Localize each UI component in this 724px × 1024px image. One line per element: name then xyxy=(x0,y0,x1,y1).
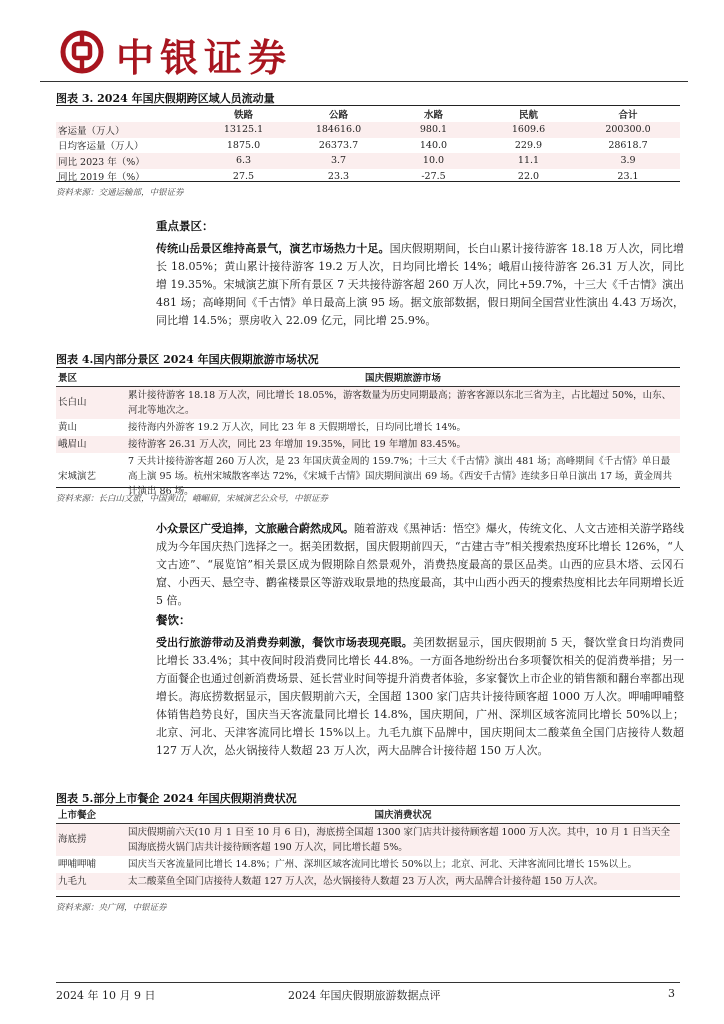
table-row xyxy=(56,419,680,436)
figure5-title: 图表 5.部分上市餐企 2024 年国庆假期消费状况 xyxy=(56,792,297,805)
table-cell: 6.3 xyxy=(196,153,291,169)
paragraph-scenic xyxy=(156,240,684,330)
table-cell: 7 天共计接待游客超 260 万人次，是 23 年国庆黄金周的 159.7%；十三大《千古情》演出 481 场；高峰期间《千古情》单日最高上演 95 场。杭州宋城散客率达 72%，《宋城千古情》国庆期间演出 69 场。《西安千古情》连续多日单日演出 17 场，黄金周共计演出 86 场。 xyxy=(128,455,673,497)
section-heading-scenic: 重点景区： xyxy=(156,219,214,233)
figure3-title: 图表 3. 2024 年国庆假期跨区域人员流动量 xyxy=(56,92,275,105)
figure5-table xyxy=(56,806,680,890)
footer-rule xyxy=(56,982,680,983)
table-cell: 28618.7 xyxy=(608,139,648,151)
paragraph-body: 随着游戏《黑神话：悟空》爆火，传统文化、人文古迹相关游学路线成为今年国庆热门选择之一。据美团数据，国庆假期前四天，“古建古寺”相关搜索热度环比增长 126%，“人文古迹”、“展览馆”相关景区成为假期除自然景观外，消费热度最高的景区品类。山西的应县木塔、云冈石窟、小西天、悬空寺、鹳雀楼景区等游戏取景地的热度最高，其中山西小西天的搜索热度相比去年同期增长近 5 倍。 xyxy=(156,522,684,607)
paragraph-catering xyxy=(156,634,684,760)
table-cell: 13125.1 xyxy=(196,122,291,138)
table-cell: 140.0 xyxy=(419,139,448,151)
figure5-source: 资料来源：央广网，中银证券 xyxy=(56,903,167,913)
table-cell: 26373.7 xyxy=(318,139,359,151)
table-header-cell: 民航 xyxy=(518,110,538,121)
figure4-title: 图表 4.国内部分景区 2024 年国庆假期旅游市场状况 xyxy=(56,353,319,366)
table-cell: 呷哺呷哺 xyxy=(58,858,97,870)
table-cell: 1609.6 xyxy=(481,122,576,138)
figure4-table xyxy=(56,368,680,500)
table-row xyxy=(56,856,680,873)
brand-name: 中银证券 xyxy=(116,36,293,80)
footer-date: 2024 年 10 月 9 日 xyxy=(56,989,156,1002)
page-number: 3 xyxy=(668,987,675,1000)
table-header-cell: 公路 xyxy=(328,110,348,121)
table-row xyxy=(56,153,680,169)
table-row xyxy=(56,138,680,154)
table-cell: 3.7 xyxy=(291,153,386,169)
table-cell: 23.3 xyxy=(327,170,350,182)
table-header-cell: 景区 xyxy=(56,368,126,386)
bank-of-china-logo-icon xyxy=(60,30,104,74)
paragraph-body: 国庆假期期间，长白山累计接待游客 18.18 万人次，同比增长 18.05%；黄山累计接待游客 19.2 万人次，日均同比增长 14%；峨眉山接待游客 26.31 万人次，同比增 19.35%。宋城演艺旗下所有景区 7 天共接待游客超 260 万人次，同比+59.7%，十三大《千古情》演出 481 场；高峰期间《千古情》单日最高上演 95 场。据文旅部数据，假日期间全国营业性演出 4.43 万场次，同比增 14.5%；票房收入 22.09 亿元，同比增 25.9%。 xyxy=(156,242,685,327)
table-cell: 峨眉山 xyxy=(56,436,126,453)
figure4-bottom-rule xyxy=(56,487,680,488)
figure3-source: 资料来源：交通运输部，中银证券 xyxy=(56,188,184,198)
table-cell: 3.9 xyxy=(576,153,680,169)
table-cell: 10.0 xyxy=(386,153,481,169)
table-cell: -27.5 xyxy=(421,170,446,182)
table-cell: 229.9 xyxy=(514,139,543,151)
footer-doc-title: 2024 年国庆假期旅游数据点评 xyxy=(288,989,441,1002)
table-header-cell xyxy=(56,106,196,122)
table-cell: 接待游客 26.31 万人次，同比 23 年增加 19.35%，同比 19 年增加 83.45%。 xyxy=(126,436,680,453)
table-cell: 接待海内外游客 19.2 万人次，同比 23 年 8 天假期增长，日均同比增长 14%。 xyxy=(128,421,467,433)
table-header-cell: 国庆假期旅游市场 xyxy=(126,368,680,386)
table-header-cell: 国庆消费状况 xyxy=(126,806,680,823)
figure3-bottom-rule xyxy=(56,181,680,182)
table-cell: 长白山 xyxy=(56,386,126,419)
table-cell: 太二酸菜鱼全国门店接待人数超 127 万人次，怂火锅接待人数超 23 万人次，两大品牌合计接待超 150 万人次。 xyxy=(126,873,680,890)
table-cell: 日均客运量（万人） xyxy=(58,141,144,153)
paragraph-lead: 受出行旅游带动及消费券刺激，餐饮市场表现亮眼。 xyxy=(156,636,413,649)
table-row xyxy=(56,873,680,890)
table-cell: 宋城演艺 xyxy=(58,470,97,482)
table-cell: 客运量（万人） xyxy=(56,122,196,138)
table-cell: 1875.0 xyxy=(226,139,261,151)
table-row xyxy=(56,436,680,453)
table-row xyxy=(56,122,680,138)
table-header-cell: 铁路 xyxy=(233,110,253,121)
paragraph-lead: 传统山岳景区维持高景气，演艺市场热力十足。 xyxy=(156,242,390,255)
table-cell: 同比 2019 年（%） xyxy=(58,172,145,184)
table-cell: 27.5 xyxy=(232,170,255,182)
figure5-bottom-rule xyxy=(56,896,680,897)
table-cell: 200300.0 xyxy=(576,122,680,138)
page-header xyxy=(40,18,688,80)
table-cell: 九毛九 xyxy=(56,873,126,890)
table-cell: 11.1 xyxy=(481,153,576,169)
header-rule xyxy=(40,81,688,82)
table-header-cell: 合计 xyxy=(618,110,638,121)
table-cell: 980.1 xyxy=(386,122,481,138)
paragraph-body: 美团数据显示，国庆假期前 5 天，餐饮堂食日均消费同比增长 33.4%；其中夜间时段消费同比增长 44.8%。一方面各地纷纷出台多项餐饮相关的促消费举措；另一方面餐企也通过创新消费场景、延长营业时间等提升消费者体验，多家餐饮上市企业的销售额和翻台率都出现增长。海底捞数据显示，国庆假期前六天，全国超 1300 家门店共计接待顾客超 1000 万人次。呷哺呷哺整体销售趋势良好，国庆当天客流量同比增长 14.8%，国庆期间，广州、深圳区域客流同比增长 50%以上；北京、河北、天津客流同比增长 15%以上。九毛九旗下品牌中，国庆期间太二酸菜鱼全国门店接待人数超 127 万人次，怂火锅接待人数超 23 万人次，两大品牌合计接待超 150 万人次。 xyxy=(156,636,684,757)
paragraph-niche-scenic xyxy=(156,520,684,610)
table-header-cell: 上市餐企 xyxy=(56,806,126,823)
table-cell: 黄山 xyxy=(58,421,78,433)
table-row xyxy=(56,386,680,419)
paragraph-lead: 小众景区广受追捧，文旅融合蔚然成风。 xyxy=(156,522,354,535)
table-cell: 23.1 xyxy=(617,170,639,182)
table-cell: 海底捞 xyxy=(56,823,126,856)
table-header-cell: 水路 xyxy=(423,110,443,121)
figure4-source: 资料来源：长白山文旅，中国黄山，峨嵋眉，宋城演艺公众号，中银证券 xyxy=(56,494,329,504)
table-cell: 22.0 xyxy=(517,170,540,182)
table-cell: 国庆当天客流量同比增长 14.8%；广州、深圳区域客流同比增长 50%以上；北京、河北、天津客流同比增长 15%以上。 xyxy=(128,858,637,870)
section-heading-catering: 餐饮： xyxy=(156,613,191,627)
table-cell: 累计接待游客 18.18 万人次，同比增长 18.05%，游客数量为历史同期最高；游客客源以东北三省为主，占比超过 50%，山东、河北等地次之。 xyxy=(126,386,680,419)
table-row xyxy=(56,823,680,856)
figure3-table xyxy=(56,106,680,184)
table-cell: 同比 2023 年（%） xyxy=(56,153,196,169)
table-cell: 184616.0 xyxy=(291,122,386,138)
table-cell: 国庆假期前六天(10 月 1 日至 10 月 6 日)，海底捞全国超 1300 家门店共计接待顾客超 1000 万人次。其中，10 月 1 日当天全国海底捞火锅门店共计接待顾客超 190 万人次，同比增长超 5%。 xyxy=(126,823,680,856)
